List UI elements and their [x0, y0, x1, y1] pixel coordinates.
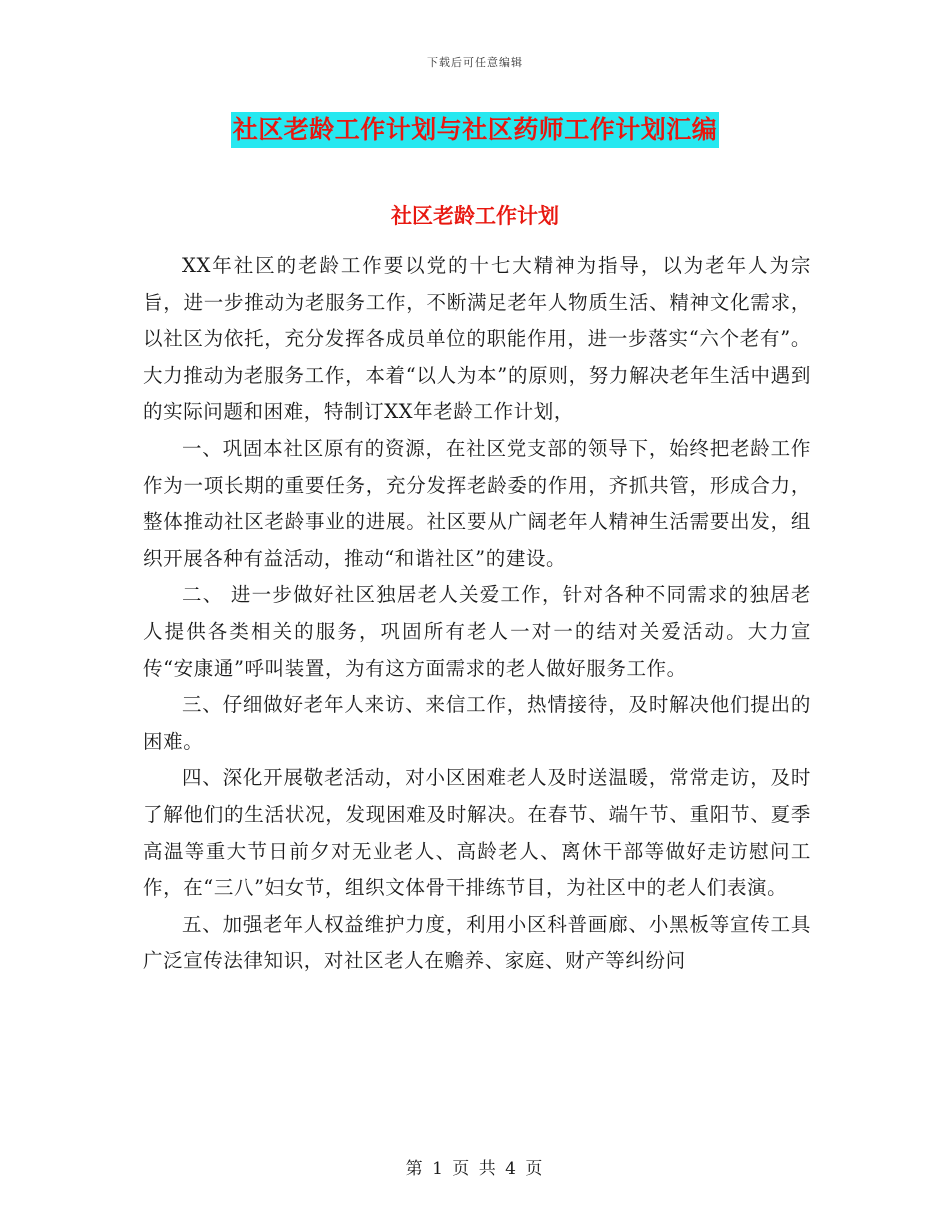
paragraph-intro: XX年社区的老龄工作要以党的十七大精神为指导，以为老年人为宗旨，进一步推动为老服务工作，不断满足老年人物质生活、精神文化需求，以社区为依托，充分发挥各成员单位的职能作用，进一步落实“六个老有”。大力推动为老服务工作，本着“以人为本”的原则，努力解决老年生活中遇到的实际问题和困难，特制订XX年老龄工作计划，	[143, 254, 811, 424]
page-number: 第 1 页 共 4 页	[405, 1159, 545, 1179]
paragraph-item-4: 四、深化开展敬老活动，对小区困难老人及时送温暖，常常走访，及时了解他们的生活状况，发现困难及时解决。在春节、端午节、重阳节、夏季高温等重大节日前夕对无业老人、高龄老人、离休干部等做好走访慰问工作，在“三八”妇女节，组织文体骨干排练节目，为社区中的老人们表演。	[143, 766, 811, 900]
paragraph-item-2: 二、 进一步做好社区独居老人关爱工作，针对各种不同需求的独居老人提供各类相关的服务，巩固所有老人一对一的结对关爱活动。大力宣传“安康通”呼叫装置，为有这方面需求的老人做好服务工作。	[143, 583, 811, 680]
paragraph-item-1: 一、巩固本社区原有的资源，在社区党支部的领导下，始终把老龄工作作为一项长期的重要任务，充分发挥老龄委的作用，齐抓共管，形成合力，整体推动社区老龄事业的进展。社区要从广阔老年人精神生活需要出发，组织开展各种有益活动，推动“和谐社区”的建设。	[143, 436, 811, 570]
paragraph-item-5: 五、加强老年人权益维护力度，利用小区科普画廊、小黑板等宣传工具广泛宣传法律知识，对社区老人在赡养、家庭、财产等纠纷问	[143, 912, 811, 973]
section-title: 社区老龄工作计划	[391, 203, 559, 228]
page-header-note: 下载后可任意编辑	[427, 56, 523, 69]
document-title-wrapper	[0, 112, 950, 148]
document-body	[143, 248, 811, 980]
document-title: 社区老龄工作计划与社区药师工作计划汇编	[231, 112, 720, 148]
paragraph-item-3: 三、仔细做好老年人来访、来信工作，热情接待，及时解决他们提出的困难。	[143, 693, 811, 753]
